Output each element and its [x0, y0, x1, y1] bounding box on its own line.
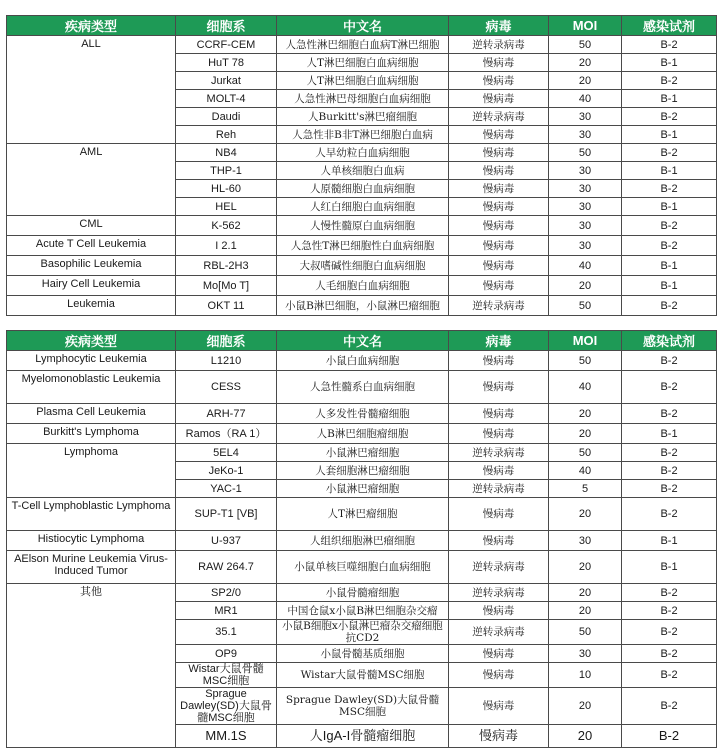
- reagent-cell: B-2: [622, 584, 717, 602]
- moi-cell: 5: [549, 480, 622, 498]
- virus-cell: 慢病毒: [449, 351, 549, 371]
- reagent-cell: B-2: [622, 180, 717, 198]
- table-row: [7, 498, 717, 531]
- virus-cell: 慢病毒: [449, 276, 549, 296]
- disease-type-cell: Myelomonoblastic Leukemia: [7, 371, 176, 404]
- moi-cell: 40: [549, 256, 622, 276]
- cell-line-cell: OP9: [176, 645, 277, 663]
- moi-cell: 50: [549, 296, 622, 316]
- chinese-name-cell: 人毛细胞白血病细胞: [277, 276, 449, 296]
- reagent-cell: B-2: [622, 371, 717, 404]
- reagent-cell: B-1: [622, 126, 717, 144]
- chinese-name-cell: 人早幼粒白血病细胞: [277, 144, 449, 162]
- moi-cell: 50: [549, 144, 622, 162]
- moi-cell: 20: [549, 404, 622, 424]
- disease-type-cell: ALL: [7, 36, 176, 144]
- moi-cell: 20: [549, 725, 622, 748]
- cell-line-cell: HEL: [176, 198, 277, 216]
- virus-cell: 慢病毒: [449, 498, 549, 531]
- table-row: [7, 444, 717, 462]
- virus-cell: 慢病毒: [449, 54, 549, 72]
- reagent-cell: B-2: [622, 36, 717, 54]
- chinese-name-cell: 人急性非B非T淋巴细胞白血病: [277, 126, 449, 144]
- cell-line-cell: CCRF-CEM: [176, 36, 277, 54]
- cell-line-cell: U-937: [176, 531, 277, 551]
- chinese-name-cell: 人红白细胞白血病细胞: [277, 198, 449, 216]
- disease-type-cell: 其他: [7, 584, 176, 748]
- moi-cell: 50: [549, 620, 622, 645]
- cell-line-cell: NB4: [176, 144, 277, 162]
- reagent-cell: B-2: [622, 72, 717, 90]
- disease-type-cell: AElson Murine Leukemia Virus-Induced Tumor: [7, 551, 176, 584]
- virus-cell: 慢病毒: [449, 424, 549, 444]
- chinese-name-cell: 人多发性骨髓瘤细胞: [277, 404, 449, 424]
- table-row: [7, 236, 717, 256]
- cell-line-table-2: [6, 330, 717, 748]
- table-row: [7, 216, 717, 236]
- moi-cell: 30: [549, 645, 622, 663]
- virus-cell: 慢病毒: [449, 90, 549, 108]
- virus-cell: 慢病毒: [449, 371, 549, 404]
- virus-cell: 逆转录病毒: [449, 296, 549, 316]
- reagent-cell: B-2: [622, 462, 717, 480]
- moi-cell: 30: [549, 162, 622, 180]
- virus-cell: 慢病毒: [449, 462, 549, 480]
- cell-line-cell: YAC-1: [176, 480, 277, 498]
- cell-line-cell: SP2/0: [176, 584, 277, 602]
- chinese-name-cell: 小鼠淋巴瘤细胞: [277, 444, 449, 462]
- chinese-name-cell: 人T淋巴瘤细胞: [277, 498, 449, 531]
- chinese-name-cell: 小鼠骨髓基质细胞: [277, 645, 449, 663]
- cell-line-cell: RBL-2H3: [176, 256, 277, 276]
- moi-cell: 20: [549, 688, 622, 725]
- virus-cell: 慢病毒: [449, 602, 549, 620]
- cell-line-cell: HL-60: [176, 180, 277, 198]
- moi-cell: 30: [549, 198, 622, 216]
- table-row: [7, 36, 717, 54]
- header-row: [7, 16, 717, 36]
- virus-cell: 逆转录病毒: [449, 444, 549, 462]
- reagent-cell: B-2: [622, 480, 717, 498]
- chinese-name-cell: 中国仓鼠x小鼠B淋巴细胞杂交瘤: [277, 602, 449, 620]
- chinese-name-cell: 人Burkitt's淋巴瘤细胞: [277, 108, 449, 126]
- cell-line-cell: Sprague Dawley(SD)大鼠骨髓MSC细胞: [176, 688, 277, 725]
- cell-line-cell: THP-1: [176, 162, 277, 180]
- virus-cell: 慢病毒: [449, 645, 549, 663]
- table-row: [7, 424, 717, 444]
- chinese-name-cell: 小鼠骨髓瘤细胞: [277, 584, 449, 602]
- chinese-name-cell: Wistar大鼠骨髓MSC细胞: [277, 663, 449, 688]
- disease-type-cell: Acute T Cell Leukemia: [7, 236, 176, 256]
- cell-line-cell: Reh: [176, 126, 277, 144]
- chinese-name-cell: 小鼠B淋巴细胞，小鼠淋巴瘤细胞: [277, 296, 449, 316]
- reagent-cell: B-2: [622, 144, 717, 162]
- table-row: [7, 351, 717, 371]
- virus-cell: 逆转录病毒: [449, 620, 549, 645]
- col-header-disease: 疾病类型: [7, 16, 176, 36]
- reagent-cell: B-2: [622, 216, 717, 236]
- moi-cell: 40: [549, 90, 622, 108]
- col-header-cell-line: 细胞系: [176, 331, 277, 351]
- reagent-cell: B-2: [622, 663, 717, 688]
- reagent-cell: B-2: [622, 725, 717, 748]
- reagent-cell: B-1: [622, 256, 717, 276]
- cell-line-cell: 35.1: [176, 620, 277, 645]
- table-row: [7, 584, 717, 602]
- moi-cell: 40: [549, 371, 622, 404]
- moi-cell: 30: [549, 126, 622, 144]
- table-row: [7, 296, 717, 316]
- disease-type-cell: Leukemia: [7, 296, 176, 316]
- virus-cell: 慢病毒: [449, 144, 549, 162]
- disease-type-cell: T-Cell Lymphoblastic Lymphoma: [7, 498, 176, 531]
- reagent-cell: B-1: [622, 162, 717, 180]
- chinese-name-cell: 人T淋巴细胞白血病细胞: [277, 72, 449, 90]
- chinese-name-cell: 人急性髓系白血病细胞: [277, 371, 449, 404]
- moi-cell: 30: [549, 531, 622, 551]
- disease-type-cell: Burkitt's Lymphoma: [7, 424, 176, 444]
- disease-type-cell: Plasma Cell Leukemia: [7, 404, 176, 424]
- cell-line-cell: SUP-T1 [VB]: [176, 498, 277, 531]
- virus-cell: 逆转录病毒: [449, 584, 549, 602]
- virus-cell: 慢病毒: [449, 404, 549, 424]
- chinese-name-cell: 人T淋巴细胞白血病细胞: [277, 54, 449, 72]
- cell-line-cell: Ramos（RA 1）: [176, 424, 277, 444]
- virus-cell: 慢病毒: [449, 531, 549, 551]
- disease-type-cell: Histiocytic Lymphoma: [7, 531, 176, 551]
- chinese-name-cell: 人B淋巴细胞瘤细胞: [277, 424, 449, 444]
- header-row: [7, 331, 717, 351]
- col-header-moi: MOI: [549, 16, 622, 36]
- cell-line-cell: I 2.1: [176, 236, 277, 256]
- cell-line-cell: MOLT-4: [176, 90, 277, 108]
- col-header-moi: MOI: [549, 331, 622, 351]
- moi-cell: 20: [549, 72, 622, 90]
- chinese-name-cell: 人急性T淋巴细胞性白血病细胞: [277, 236, 449, 256]
- virus-cell: 逆转录病毒: [449, 480, 549, 498]
- reagent-cell: B-2: [622, 498, 717, 531]
- moi-cell: 20: [549, 602, 622, 620]
- reagent-cell: B-1: [622, 276, 717, 296]
- reagent-cell: B-2: [622, 108, 717, 126]
- chinese-name-cell: 小鼠单核巨噬细胞白血病细胞: [277, 551, 449, 584]
- table-row: [7, 531, 717, 551]
- virus-cell: 慢病毒: [449, 72, 549, 90]
- virus-cell: 慢病毒: [449, 236, 549, 256]
- moi-cell: 10: [549, 663, 622, 688]
- col-header-virus: 病毒: [449, 331, 549, 351]
- reagent-cell: B-2: [622, 620, 717, 645]
- chinese-name-cell: 人套细胞淋巴瘤细胞: [277, 462, 449, 480]
- table-row: [7, 404, 717, 424]
- reagent-cell: B-2: [622, 351, 717, 371]
- virus-cell: 慢病毒: [449, 162, 549, 180]
- moi-cell: 30: [549, 236, 622, 256]
- virus-cell: 慢病毒: [449, 198, 549, 216]
- disease-type-cell: Lymphoma: [7, 444, 176, 498]
- chinese-name-cell: 人单核细胞白血病: [277, 162, 449, 180]
- cell-line-cell: Mo[Mo T]: [176, 276, 277, 296]
- moi-cell: 20: [549, 276, 622, 296]
- col-header-chinese-name: 中文名: [277, 331, 449, 351]
- moi-cell: 20: [549, 424, 622, 444]
- chinese-name-cell: 人急性淋巴母细胞白血病细胞: [277, 90, 449, 108]
- moi-cell: 50: [549, 444, 622, 462]
- virus-cell: 逆转录病毒: [449, 108, 549, 126]
- cell-line-cell: RAW 264.7: [176, 551, 277, 584]
- moi-cell: 20: [549, 551, 622, 584]
- moi-cell: 50: [549, 351, 622, 371]
- table-row: [7, 371, 717, 404]
- virus-cell: 慢病毒: [449, 688, 549, 725]
- virus-cell: 慢病毒: [449, 256, 549, 276]
- cell-line-cell: Wistar大鼠骨髓MSC细胞: [176, 663, 277, 688]
- col-header-cell-line: 细胞系: [176, 16, 277, 36]
- moi-cell: 20: [549, 54, 622, 72]
- reagent-cell: B-1: [622, 90, 717, 108]
- disease-type-cell: Basophilic Leukemia: [7, 256, 176, 276]
- cell-line-cell: OKT 11: [176, 296, 277, 316]
- cell-line-cell: K-562: [176, 216, 277, 236]
- virus-cell: 慢病毒: [449, 180, 549, 198]
- cell-line-table-1: [6, 15, 717, 316]
- col-header-virus: 病毒: [449, 16, 549, 36]
- chinese-name-cell: 人组织细胞淋巴瘤细胞: [277, 531, 449, 551]
- moi-cell: 30: [549, 216, 622, 236]
- cell-line-cell: MR1: [176, 602, 277, 620]
- cell-line-cell: ARH-77: [176, 404, 277, 424]
- cell-line-cell: Daudi: [176, 108, 277, 126]
- reagent-cell: B-2: [622, 296, 717, 316]
- cell-line-cell: MM.1S: [176, 725, 277, 748]
- table-row: [7, 144, 717, 162]
- disease-type-cell: Lymphocytic Leukemia: [7, 351, 176, 371]
- reagent-cell: B-2: [622, 404, 717, 424]
- virus-cell: 慢病毒: [449, 216, 549, 236]
- moi-cell: 40: [549, 462, 622, 480]
- reagent-cell: B-1: [622, 424, 717, 444]
- reagent-cell: B-2: [622, 645, 717, 663]
- reagent-cell: B-2: [622, 688, 717, 725]
- table-body: [7, 351, 717, 748]
- table-row: [7, 551, 717, 584]
- reagent-cell: B-1: [622, 54, 717, 72]
- moi-cell: 50: [549, 36, 622, 54]
- table-row: [7, 256, 717, 276]
- moi-cell: 30: [549, 108, 622, 126]
- chinese-name-cell: 小鼠淋巴瘤细胞: [277, 480, 449, 498]
- virus-cell: 慢病毒: [449, 725, 549, 748]
- cell-line-cell: CESS: [176, 371, 277, 404]
- virus-cell: 慢病毒: [449, 663, 549, 688]
- moi-cell: 20: [549, 584, 622, 602]
- virus-cell: 慢病毒: [449, 126, 549, 144]
- disease-type-cell: Hairy Cell Leukemia: [7, 276, 176, 296]
- cell-line-cell: JeKo-1: [176, 462, 277, 480]
- moi-cell: 30: [549, 180, 622, 198]
- reagent-cell: B-1: [622, 551, 717, 584]
- reagent-cell: B-1: [622, 531, 717, 551]
- cell-line-cell: L1210: [176, 351, 277, 371]
- cell-line-cell: Jurkat: [176, 72, 277, 90]
- reagent-cell: B-2: [622, 602, 717, 620]
- virus-cell: 逆转录病毒: [449, 36, 549, 54]
- reagent-cell: B-1: [622, 198, 717, 216]
- col-header-chinese-name: 中文名: [277, 16, 449, 36]
- chinese-name-cell: 人原髓细胞白血病细胞: [277, 180, 449, 198]
- moi-cell: 20: [549, 498, 622, 531]
- chinese-name-cell: 人慢性髓原白血病细胞: [277, 216, 449, 236]
- disease-type-cell: CML: [7, 216, 176, 236]
- chinese-name-cell: Sprague Dawley(SD)大鼠骨髓MSC细胞: [277, 688, 449, 725]
- chinese-name-cell: 小鼠白血病细胞: [277, 351, 449, 371]
- chinese-name-cell: 小鼠B细胞x小鼠淋巴瘤杂交瘤细胞抗CD2: [277, 620, 449, 645]
- cell-line-cell: HuT 78: [176, 54, 277, 72]
- col-header-disease: 疾病类型: [7, 331, 176, 351]
- table-row: [7, 276, 717, 296]
- chinese-name-cell: 人IgA-I骨髓瘤细胞: [277, 725, 449, 748]
- disease-type-cell: AML: [7, 144, 176, 216]
- chinese-name-cell: 人急性淋巴细胞白血病T淋巴细胞: [277, 36, 449, 54]
- cell-line-cell: 5EL4: [176, 444, 277, 462]
- table-body: [7, 36, 717, 316]
- col-header-reagent: 感染试剂: [622, 331, 717, 351]
- reagent-cell: B-2: [622, 444, 717, 462]
- chinese-name-cell: 大叔嗜碱性细胞白血病细胞: [277, 256, 449, 276]
- col-header-reagent: 感染试剂: [622, 16, 717, 36]
- virus-cell: 逆转录病毒: [449, 551, 549, 584]
- reagent-cell: B-2: [622, 236, 717, 256]
